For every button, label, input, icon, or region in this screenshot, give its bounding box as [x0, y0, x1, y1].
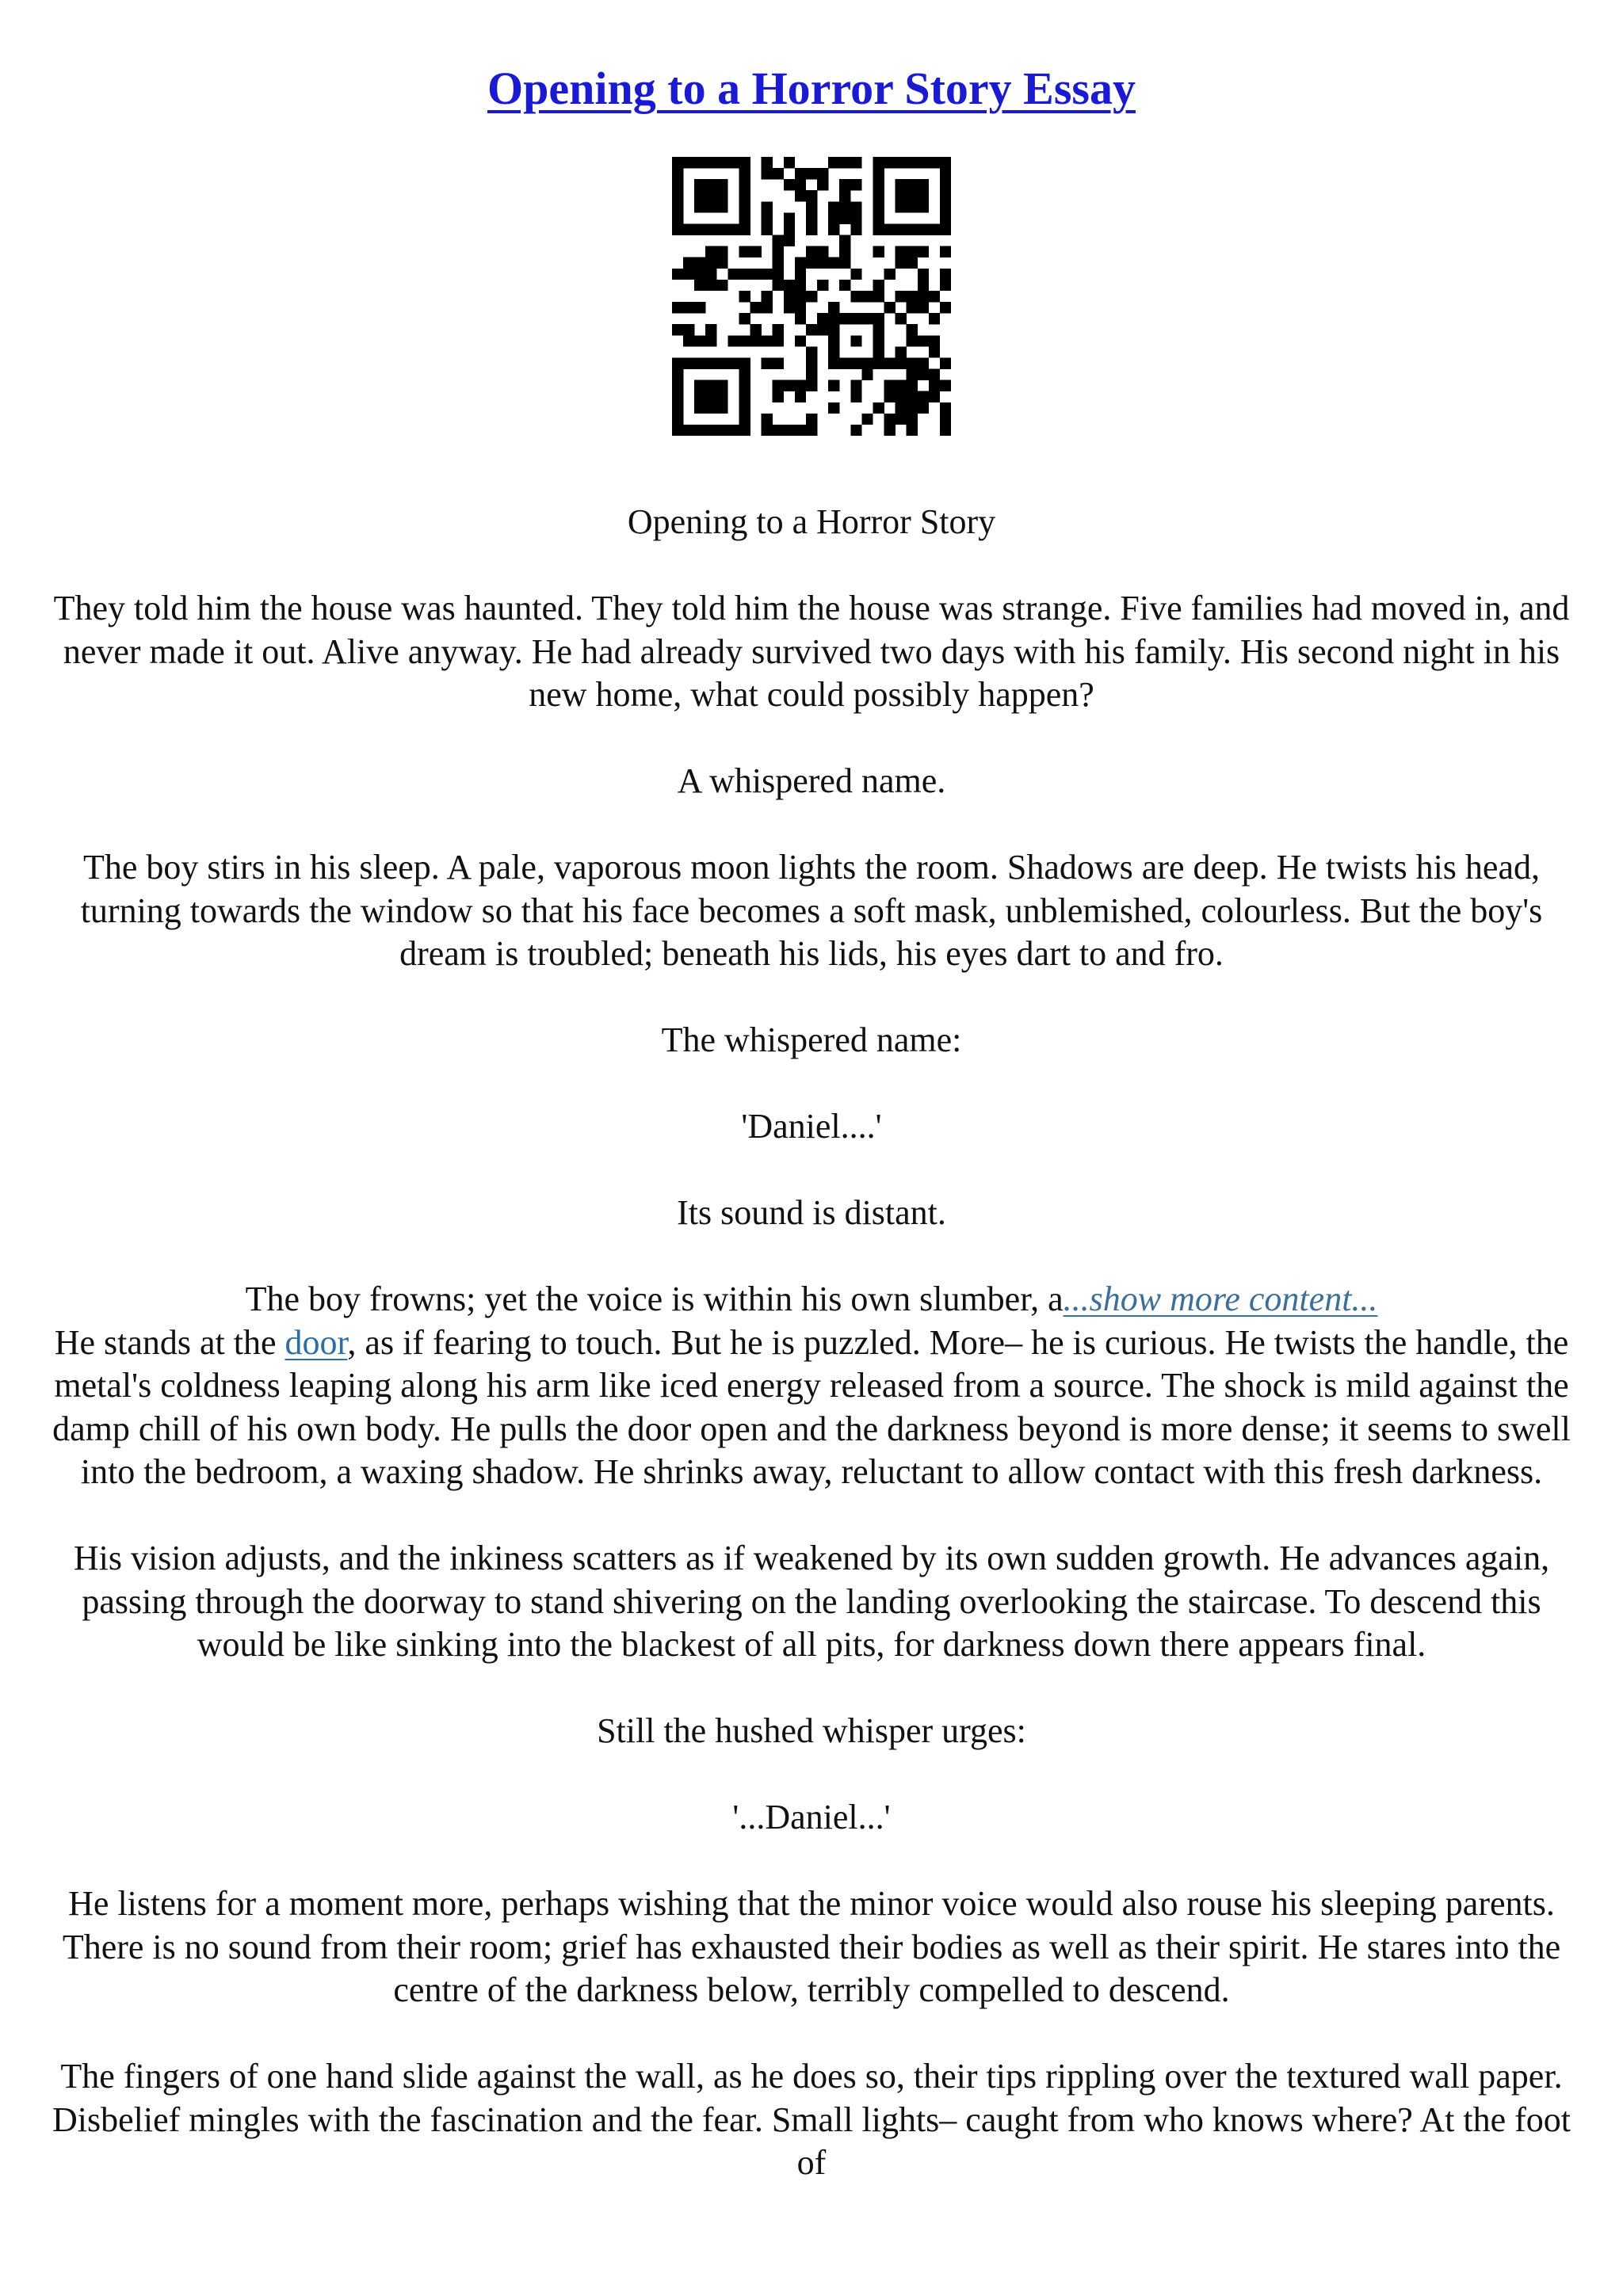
paragraph-7-text: The boy frowns; yet the voice is within his own slumber, a — [245, 1280, 1064, 1318]
qr-code-icon — [672, 157, 951, 436]
paragraph-1: They told him the house was haunted. They told him the house was strange. Five families had moved in, and never made it out. Alive anyway. He had already survived two days with his family. His second night in his new home, what could possibly happen? — [53, 589, 1570, 714]
essay-body — [48, 501, 1575, 2185]
paragraph-8 — [48, 1322, 1575, 1494]
paragraph-10: Still the hushed whisper urges: — [597, 1711, 1026, 1750]
paragraph-8-rest: , as if fearing to touch. But he is puzzled. More– he is curious. He twists the handle, the metal's coldness leaping along his arm like iced energy released from a source. The shock is mild against the damp chill of his own body. He pulls the door open and the darkness beyond is more dense; it seems to swell into the bedroom, a waxing shadow. He shrinks away, reluctant to allow contact with this fresh darkness. — [52, 1322, 1571, 1491]
paragraph-13: The fingers of one hand slide against the wall, as he does so, their tips rippling over the textured wall paper. Disbelief mingles with the fascination and the fear. Small lights– caught from who knows where? At the foot of — [52, 2057, 1571, 2182]
paragraph-5: 'Daniel....' — [741, 1107, 882, 1146]
paragraph-11: '...Daniel...' — [732, 1798, 891, 1836]
paragraph-3: The boy stirs in his sleep. A pale, vaporous moon lights the room. Shadows are deep. He twists his head, turning towards the window so that his face becomes a soft mask, unblemished, colourless. But the boy's dream is troubled; beneath his lids, his eyes dart to and fro. — [80, 848, 1543, 973]
paragraph-9: His vision adjusts, and the inkiness scatters as if weakened by its own sudden growth. He advances again, passing through the doorway to stand shivering on the landing overlooking the staircase. To descend this would be like sinking into the blackest of all pits, for darkness down there appears final. — [73, 1539, 1550, 1664]
paragraph-4: The whispered name: — [661, 1020, 962, 1059]
essay-heading: Opening to a Horror Story — [627, 502, 996, 541]
paragraph-8-start: He stands at the — [54, 1322, 285, 1362]
title-link[interactable]: Opening to a Horror Story Essay — [487, 63, 1136, 114]
qr-code-graphic — [672, 157, 951, 436]
door-link[interactable]: door — [285, 1322, 348, 1362]
paragraph-2: A whispered name. — [677, 761, 946, 800]
page-title — [0, 57, 1623, 120]
paragraph-6: Its sound is distant. — [677, 1193, 946, 1232]
paragraph-12: He listens for a moment more, perhaps wishing that the minor voice would also rouse his sleeping parents. There is no sound from their room; grief has exhausted their bodies as well as their spirit. He stares into the centre of the darkness below, terribly compelled to descend. — [62, 1884, 1561, 2009]
show-more-link[interactable]: ...show more content... — [1063, 1280, 1378, 1318]
paragraph-7 — [48, 1278, 1575, 1322]
